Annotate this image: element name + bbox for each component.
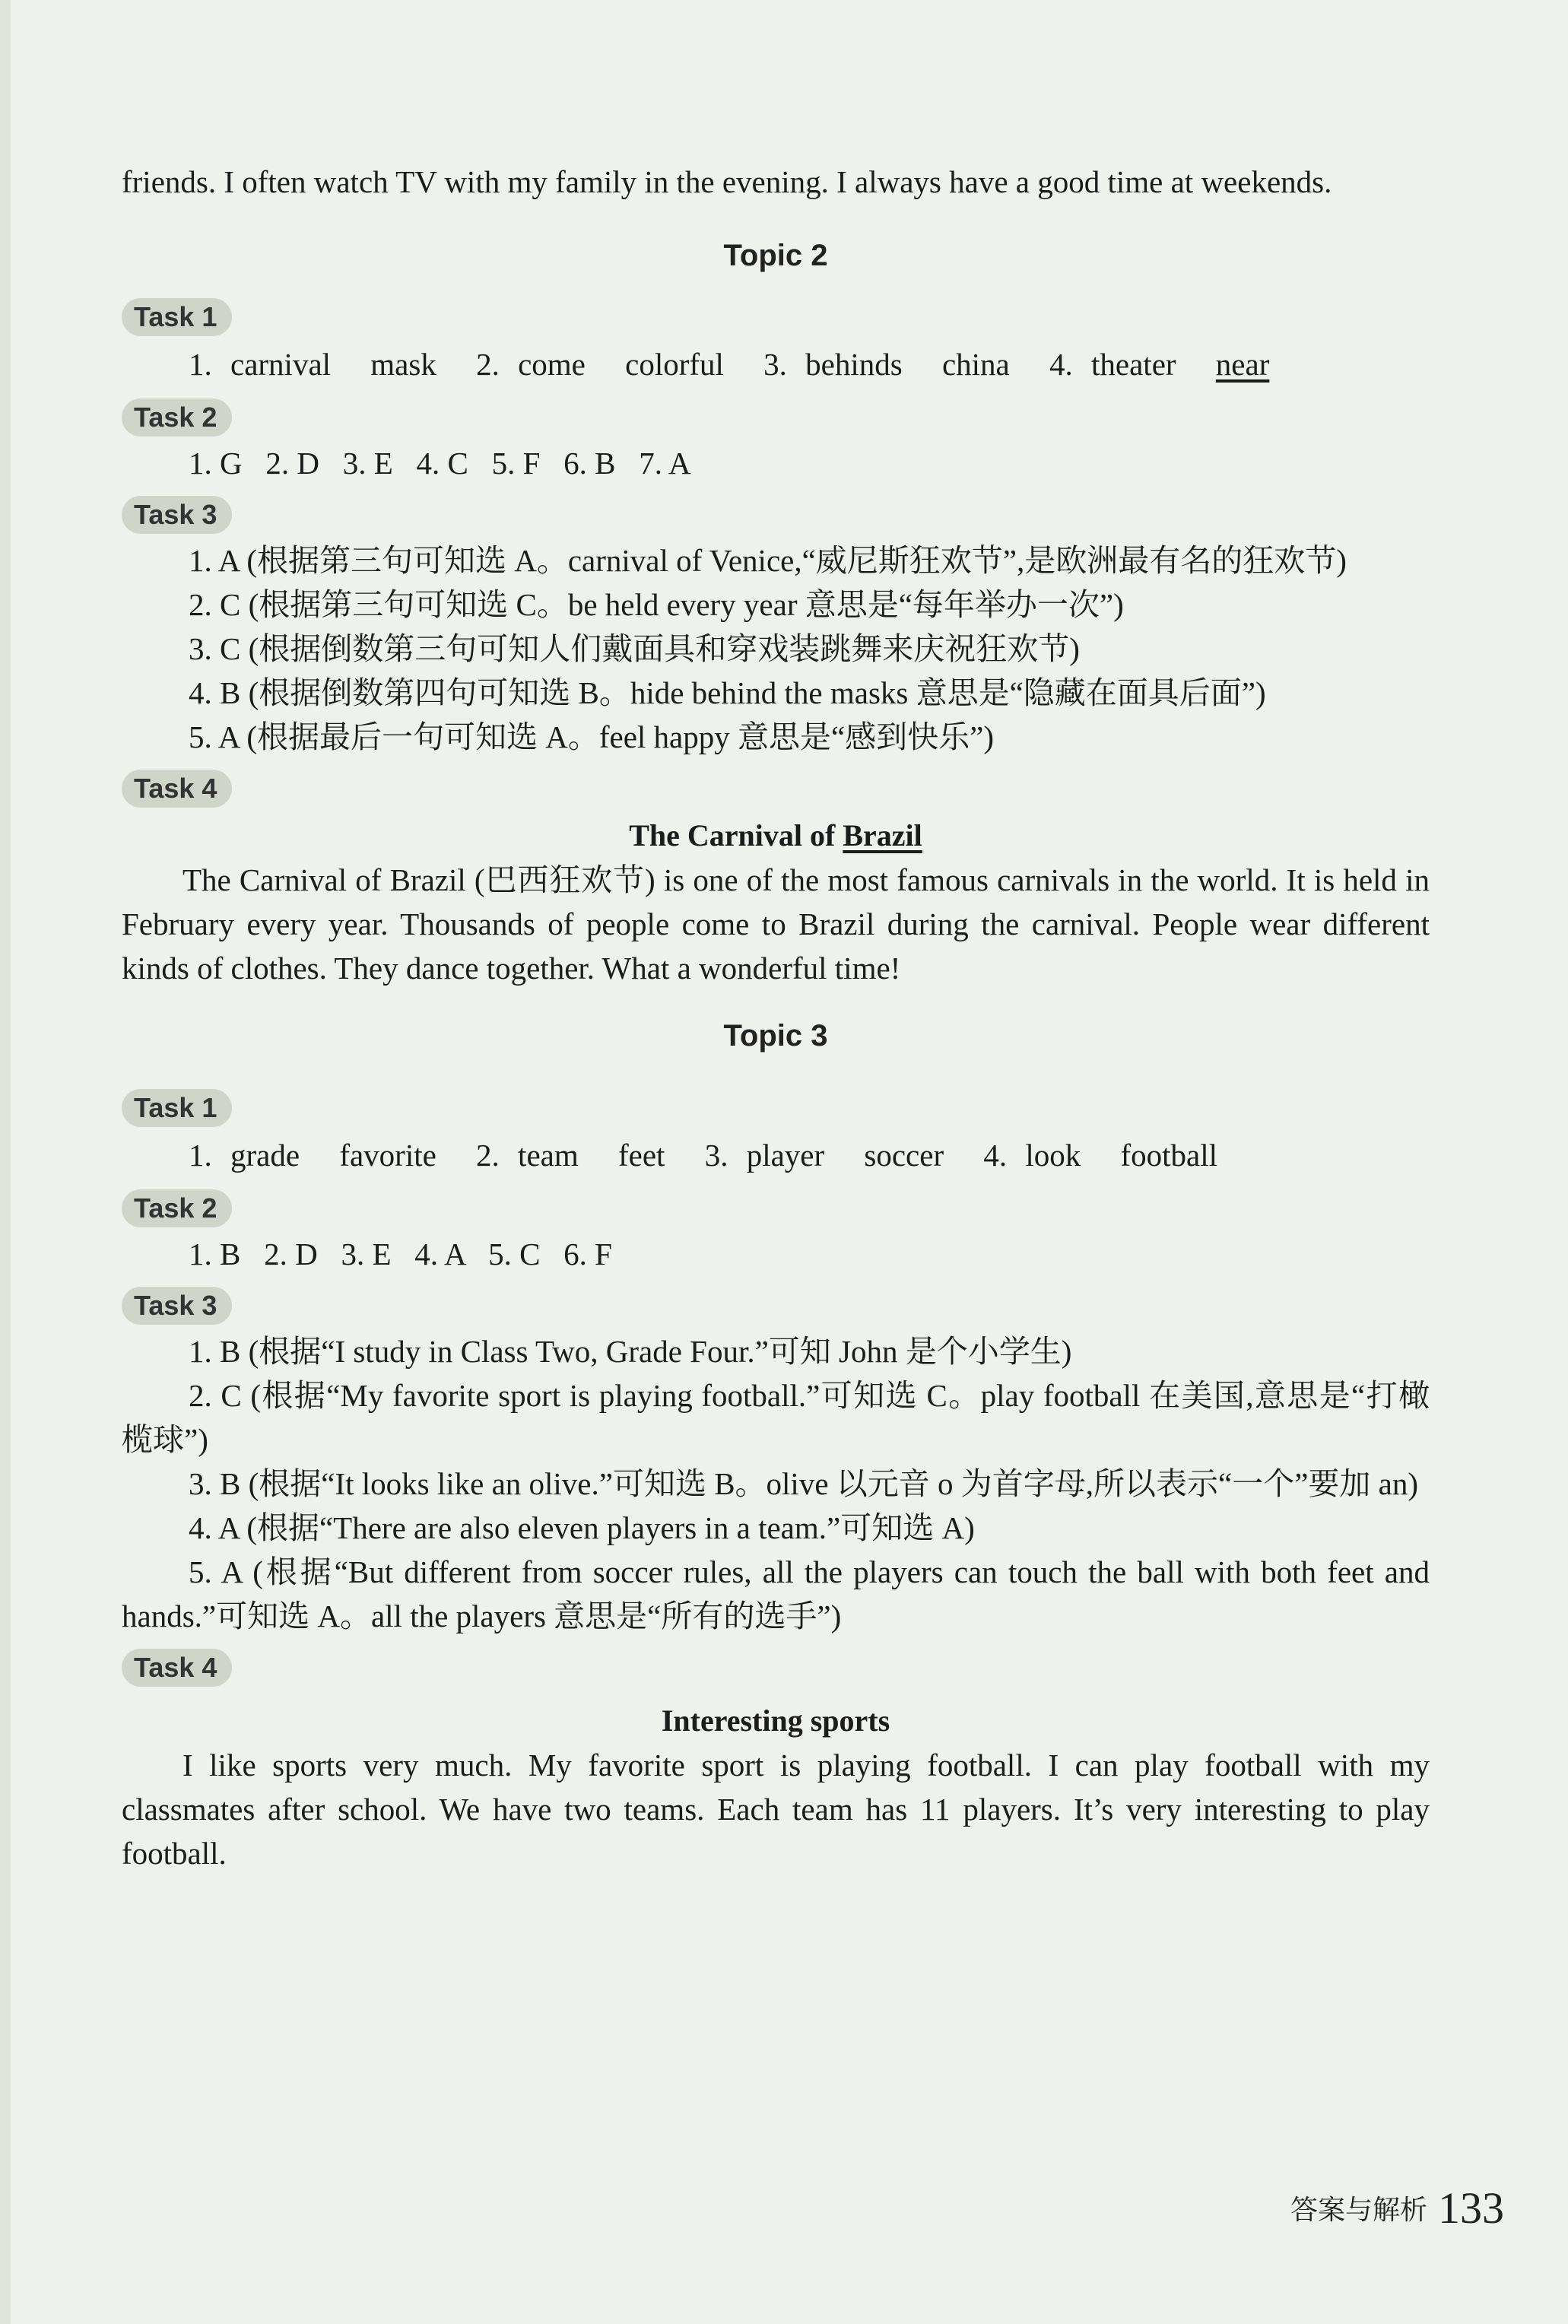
item-number: 2. (476, 347, 500, 382)
answer-explanation: 4. A (根据“There are also eleven players in a team.”可知选 A) (189, 1510, 975, 1545)
answer-explanation: 3. C (根据倒数第三句可知人们戴面具和穿戏装跳舞来庆祝狂欢节) (189, 631, 1080, 666)
item-number: 3. (763, 347, 787, 382)
answer-explanation: 4. B (根据倒数第四句可知选 B。hide behind the masks 意思是“隐藏在面具后面”) (189, 675, 1266, 710)
essay-title-text: The Carnival of (629, 818, 843, 852)
word: near (1215, 347, 1270, 382)
word: colorful (625, 347, 724, 382)
word: favorite (339, 1138, 436, 1173)
answer-explanation: 5. A (根据最后一句可知选 A。feel happy 意思是“感到快乐”) (189, 719, 995, 754)
page-edge (0, 0, 11, 2324)
word: player (746, 1138, 825, 1173)
essay-title-underlined: Brazil (843, 818, 922, 852)
task-label: Task 3 (122, 496, 232, 534)
topic-heading: Topic 3 (723, 1019, 828, 1052)
essay-title (122, 814, 1430, 858)
task-label: Task 1 (122, 298, 232, 336)
footer-label: 答案与解析 (1290, 2195, 1427, 2225)
item-number: 1. (189, 1138, 212, 1173)
task-label: Task 2 (122, 1189, 232, 1227)
item-number: 3. (704, 1138, 728, 1173)
word: come (518, 347, 586, 382)
word-answers (122, 1132, 1430, 1179)
item-number: 4. (983, 1138, 1008, 1173)
item-number: 2. (476, 1138, 500, 1173)
item-number: 1. (189, 347, 212, 382)
topic-heading: Topic 2 (723, 239, 828, 272)
word: grade (230, 1138, 300, 1173)
essay-title: Interesting sports (661, 1703, 890, 1738)
word: soccer (864, 1138, 944, 1173)
answer-explanation: 3. B (根据“It looks like an olive.”可知选 B。olive 以元音 o 为首字母,所以表示“一个”要加 an) (189, 1466, 1419, 1501)
task-label: Task 4 (122, 1649, 232, 1687)
item-number: 4. (1049, 347, 1073, 382)
page-footer (1290, 2183, 1504, 2234)
page-content (122, 160, 1430, 1875)
word: mask (370, 347, 436, 382)
page-number: 133 (1438, 2183, 1504, 2233)
word: carnival (230, 347, 332, 382)
word: feet (617, 1138, 665, 1173)
intro-paragraph: friends. I often watch TV with my family in the evening. I always have a good time at weekends. (122, 164, 1332, 199)
word: china (941, 347, 1010, 382)
answer-explanation: 1. B (根据“I study in Class Two, Grade Four.”可知 John 是个小学生) (189, 1334, 1072, 1369)
word: team (518, 1138, 579, 1173)
answer-explanation: 2. C (根据第三句可知选 C。be held every year 意思是“每年举办一次”) (189, 587, 1124, 622)
word: theater (1091, 347, 1176, 382)
essay-body: I like sports very much. My favorite sport is playing football. I can play football with my classmates after school. We have two teams. Each team has 11 players. It’s very interesting to play football. (122, 1748, 1430, 1871)
task-label: Task 4 (122, 770, 232, 808)
answer-explanation: 2. C (根据“My favorite sport is playing football.”可知选 C。play football 在美国,意思是“打橄榄球”) (122, 1378, 1430, 1457)
essay-body: The Carnival of Brazil (巴西狂欢节) is one of the most famous carnivals in the world. It is held in February every year. Thousands of people come to Brazil during the carnival. People wear different kinds of clothes. They dance together. What a wonderful time! (122, 862, 1430, 986)
word: behinds (805, 347, 903, 382)
choice-answers: 1. B 2. D 3. E 4. A 5. C 6. F (189, 1237, 612, 1272)
word: football (1120, 1138, 1218, 1173)
task-label: Task 3 (122, 1287, 232, 1325)
task-label: Task 2 (122, 398, 232, 437)
answer-explanation: 1. A (根据第三句可知选 A。carnival of Venice,“威尼斯狂欢节”,是欧洲最有名的狂欢节) (189, 543, 1347, 578)
task-label: Task 1 (122, 1089, 232, 1127)
word: look (1025, 1138, 1081, 1173)
answer-explanation: 5. A (根据“But different from soccer rules, all the players can touch the ball with both feet and hands.”可知选 A。all the players 意思是“所有的选手”) (122, 1554, 1430, 1633)
choice-answers: 1. G 2. D 3. E 4. C 5. F 6. B 7. A (189, 446, 691, 481)
word-answers (122, 341, 1430, 388)
